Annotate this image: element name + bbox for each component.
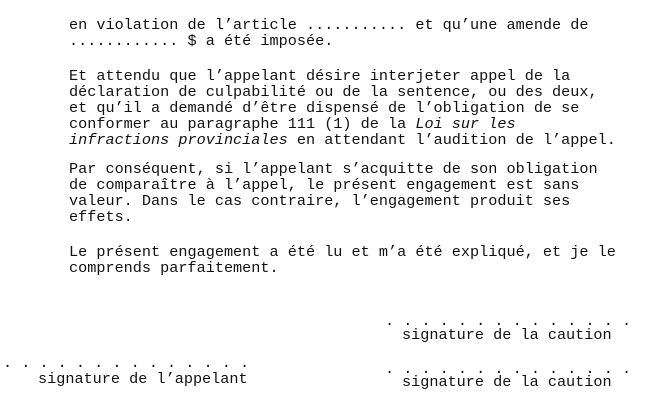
- signature-label-appelant: signature de l’appelant: [38, 370, 248, 388]
- p3-line2: de comparaître à l’appel, le présent engagement est sans: [69, 176, 580, 194]
- p4-line2: comprends parfaitement.: [69, 259, 279, 277]
- signature-line-caution-1[interactable]: . . . . . . . . . . . . . .: [385, 312, 632, 330]
- paragraph-conditions: [69, 161, 669, 225]
- p4-line1: Le présent engagement a été lu et m’a été expliqué, et je le: [69, 243, 616, 261]
- p1-line2: ............ $ a été imposée.: [69, 32, 334, 50]
- p2-line5-text: en attendant l’audition de l’appel.: [287, 131, 616, 149]
- signature-label-caution-1: signature de la caution: [402, 326, 612, 344]
- p2-line4-text: conformer au paragraphe 111 (1) de la: [69, 115, 416, 133]
- paragraph-acknowledgement: [69, 244, 669, 276]
- p3-line3: valeur. Dans le cas contraire, l’engagement produit ses: [69, 192, 571, 210]
- p2-line1: Et attendu que l’appelant désire interjeter appel de la: [69, 67, 571, 85]
- paragraph-appeal-intent: [69, 68, 669, 148]
- signature-line-caution-2[interactable]: . . . . . . . . . . . . . .: [385, 360, 632, 378]
- p2-line2: déclaration de culpabilité ou de la sentence, ou des deux,: [69, 83, 598, 101]
- p1-line1: en violation de l’article ........... et qu’une amende de: [69, 16, 589, 34]
- p3-line1: Par conséquent, si l’appelant s’acquitte de son obligation: [69, 160, 598, 178]
- paragraph-fine-imposed: [69, 17, 669, 49]
- p2-line3: et qu’il a demandé d’être dispensé de l’obligation de se: [69, 99, 580, 117]
- signature-label-caution-2: signature de la caution: [402, 373, 612, 391]
- statute-title-part2: infractions provinciales: [69, 131, 288, 149]
- p3-line4: effets.: [69, 208, 133, 226]
- signature-line-appelant[interactable]: . . . . . . . . . . . . . .: [3, 354, 250, 372]
- statute-title-part1: Loi sur les: [415, 115, 516, 133]
